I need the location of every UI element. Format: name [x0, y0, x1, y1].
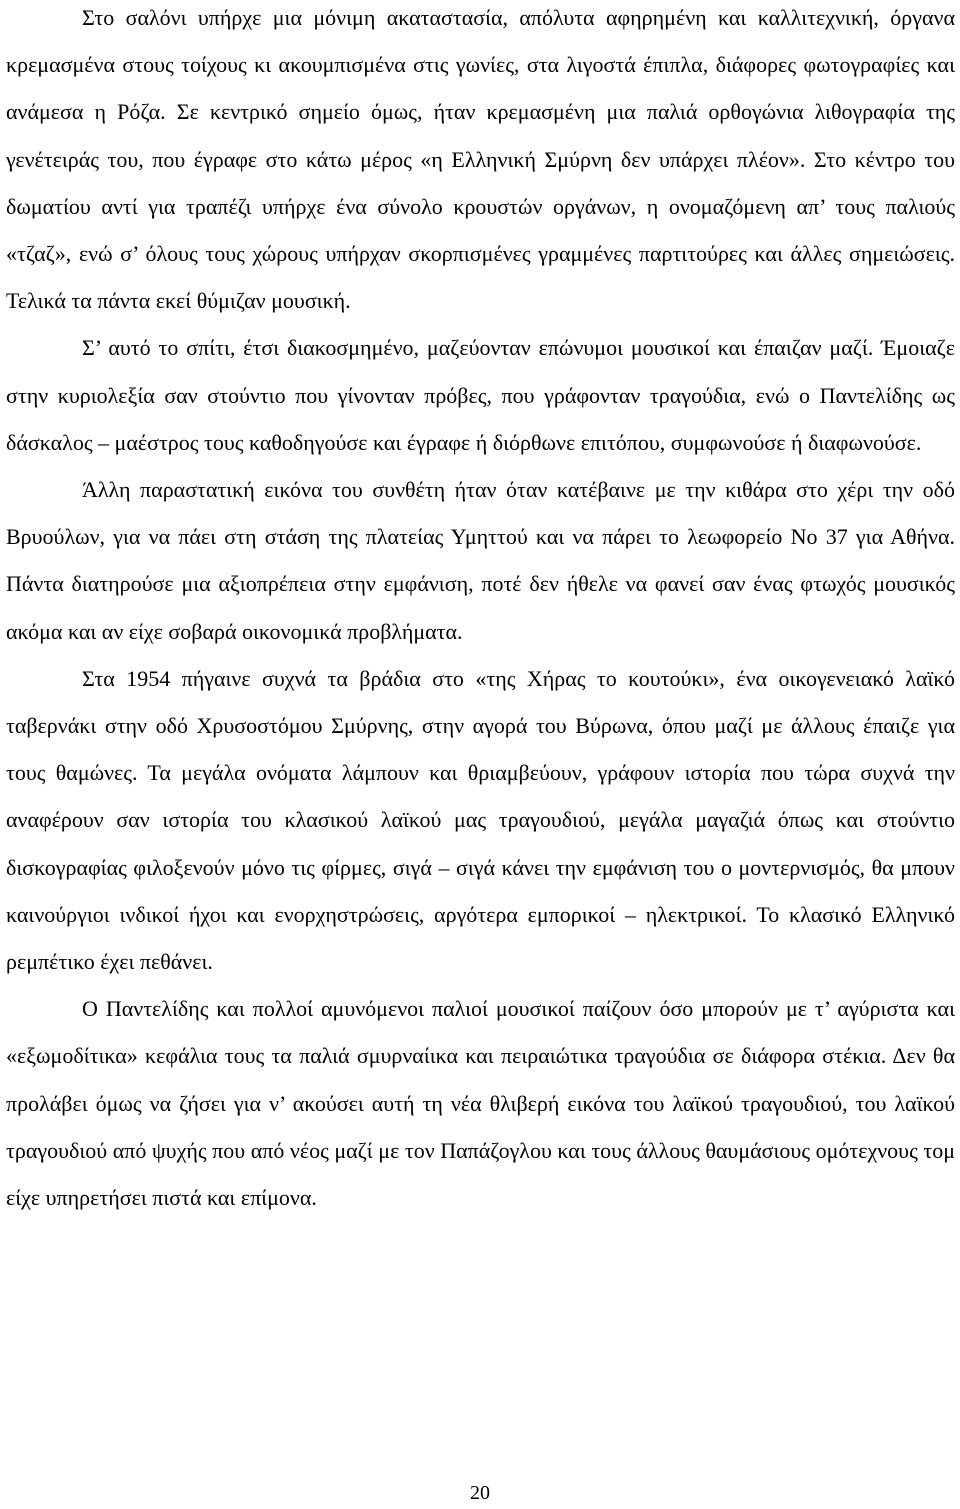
paragraph-1: Στο σαλόνι υπήρχε μια μόνιμη ακαταστασία, απόλυτα αφηρημένη και καλλιτεχνική, όργανα κρεμασμένα στους τοίχους κι ακουμπισμένα στις γωνίες, στα λιγοστά έπιπλα, διάφορες φωτογραφίες και ανάμεσα η Ρόζα. Σε κεντρικό σημείο όμως, ήταν κρεμασμένη μια παλιά ορθογώνια λιθογραφία της γενέτειράς του, που έγραφε στο κάτω μέρος «η Ελληνική Σμύρνη δεν υπάρχει πλέον». Στο κέντρο του δωματίου αντί για τραπέζι υπήρχε ένα σύνολο κρουστών οργάνων, η ονομαζόμενη απ’ τους παλιούς «τζαζ», ενώ σ’ όλους τους χώρους υπήρχαν σκορπισμένες γραμμένες παρτιτούρες και άλλες σημειώσεις. Τελικά τα πάντα εκεί θύμιζαν μουσική.: [6, 5, 955, 314]
paragraph-5: Ο Παντελίδης και πολλοί αμυνόμενοι παλιοί μουσικοί παίζουν όσο μπορούν με τ’ αγύριστα και «εξωμοδίτικα» κεφάλια τους τα παλιά σμυρναίικα και πειραιώτικα τραγούδια σε διάφορα στέκια. Δεν θα προλάβει όμως να ζήσει για ν’ ακούσει αυτή τη νέα θλιβερή εικόνα του λαϊκού τραγουδιού, του λαϊκού τραγουδιού από ψυχής που από νέος μαζί με τον Παπάζογλου και τους άλλους θαυμάσιους ομότεχνους τομ είχε υπηρετήσει πιστά και επίμονα.: [6, 996, 955, 1211]
page-number: 20: [470, 1482, 490, 1504]
paragraph-3: Άλλη παραστατική εικόνα του συνθέτη ήταν όταν κατέβαινε με την κιθάρα στο χέρι την οδό Βρυούλων, για να πάει στη στάση της πλατείας Υμηττού και να πάρει το λεωφορείο Νο 37 για Αθήνα. Πάντα διατηρούσε μια αξιοπρέπεια στην εμφάνιση, ποτέ δεν ήθελε να φανεί σαν ένας φτωχός μουσικός ακόμα και αν είχε σοβαρά οικονομικά προβλήματα.: [6, 477, 955, 644]
paragraph-2: Σ’ αυτό το σπίτι, έτσι διακοσμημένο, μαζεύονταν επώνυμοι μουσικοί και έπαιζαν μαζί. Έμοιαζε στην κυριολεξία σαν στούντιο που γίνονταν πρόβες, που γράφονταν τραγούδια, ενώ ο Παντελίδης ως δάσκαλος – μαέστρος τους καθοδηγούσε και έγραφε ή διόρθωνε επιτόπου, συμφωνούσε ή διαφωνούσε.: [6, 335, 955, 455]
body-text: [6, 0, 955, 1221]
paragraph-4: Στα 1954 πήγαινε συχνά τα βράδια στο «της Χήρας το κουτούκι», ένα οικογενειακό λαϊκό ταβερνάκι στην οδό Χρυσοστόμου Σμύρνης, στην αγορά του Βύρωνα, όπου μαζί με άλλους έπαιζε για τους θαμώνες. Τα μεγάλα ονόματα λάμπουν και θριαμβεύουν, γράφουν ιστορία που τώρα συχνά την αναφέρουν σαν ιστορία του κλασικού λαϊκού μας τραγουδιού, μεγάλα μαγαζιά όπως και στούντιο δισκογραφίας φιλοξενούν μόνο τις φίρμες, σιγά – σιγά κάνει την εμφάνιση του ο μοντερνισμός, θα μπουν καινούργιοι ινδικοί ήχοι και ενορχηστρώσεις, αργότερα εμπορικοί – ηλεκτρικοί. Το κλασικό Ελληνικό ρεμπέτικο έχει πεθάνει.: [6, 665, 955, 975]
